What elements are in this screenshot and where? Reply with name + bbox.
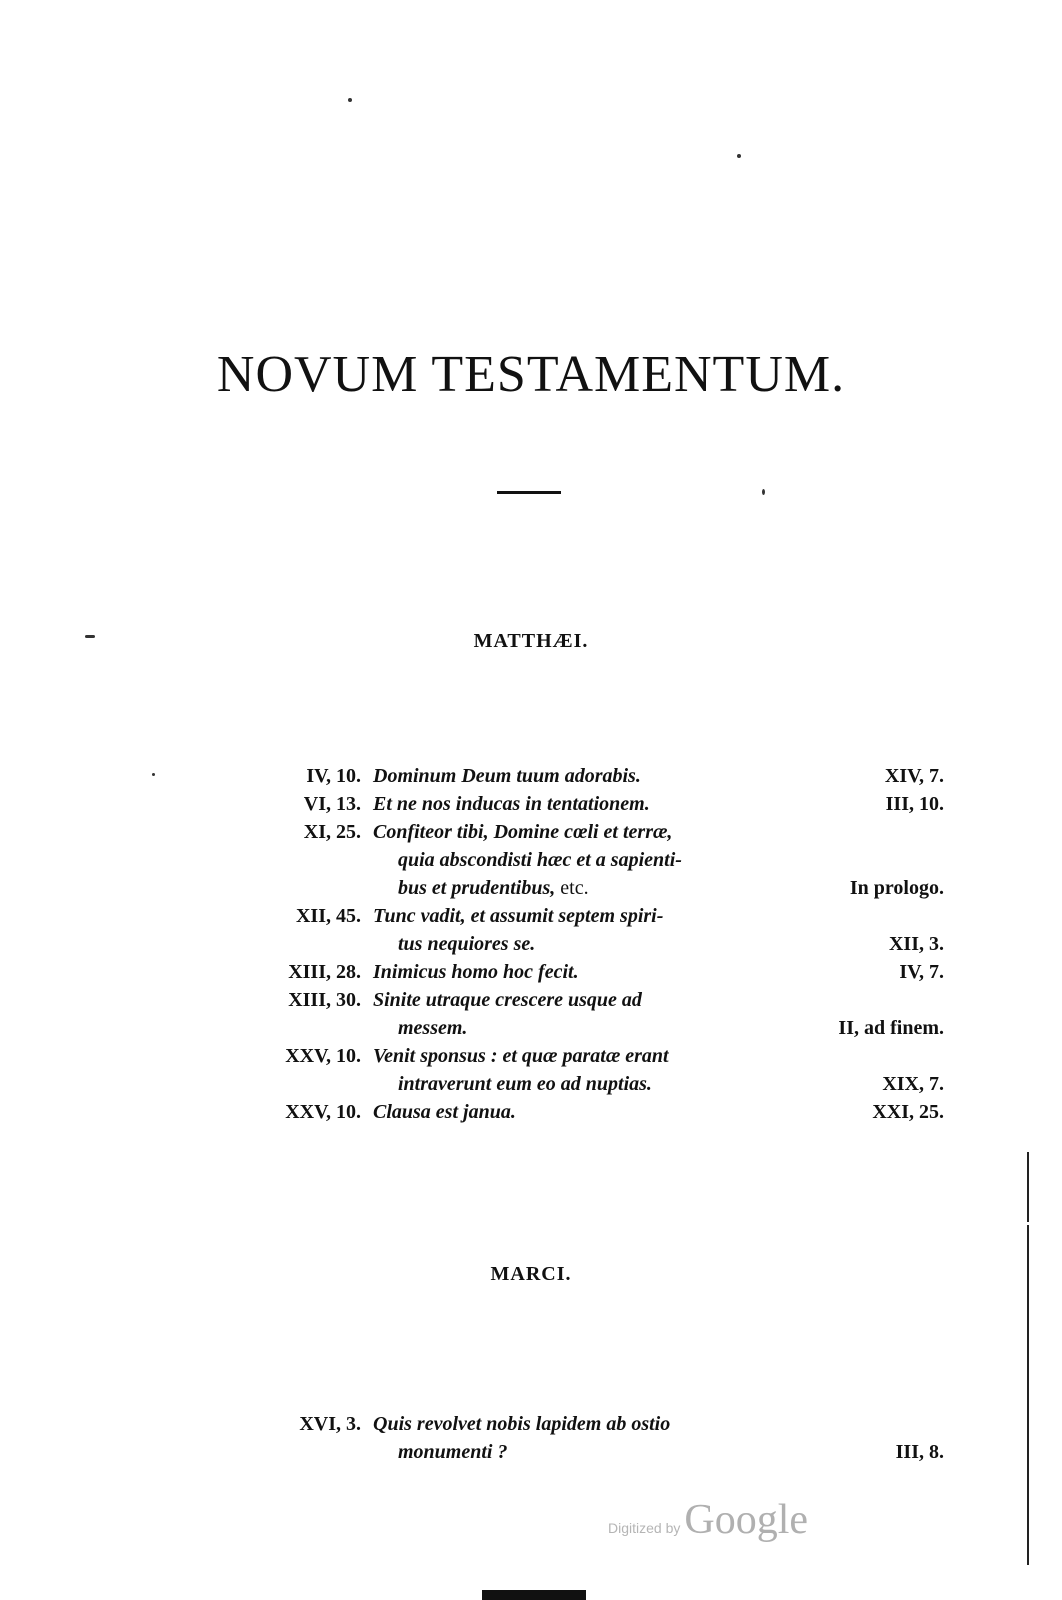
verse-quote: Et ne nos inducas in tentationem. [373,793,650,815]
cited-location: II, ad finem. [838,1017,944,1039]
list-item [0,902,1062,958]
verse-quote-text: bus et prudentibus, [398,877,556,899]
entry-line [0,818,1062,846]
verse-quote: Venit sponsus : et quæ paratæ erant [373,1045,669,1067]
verse-reference: XII, 45. [295,905,361,927]
entry-line [0,846,1062,874]
entry-line [0,1410,1062,1438]
verse-reference: IV, 10. [306,765,361,787]
list-item [0,790,1062,818]
verse-reference: XIII, 30. [288,989,361,1011]
verse-reference: VI, 13. [303,793,361,815]
list-item [0,1098,1062,1126]
google-logo: Google [684,1497,809,1543]
entry-line [0,930,1062,958]
verse-quote: Sinite utraque crescere usque ad [373,989,642,1011]
verse-reference: XXV, 10. [285,1045,361,1067]
digitized-watermark [608,1496,808,1546]
marci-entries [0,1410,1062,1466]
cited-location: XXI, 25. [872,1101,944,1123]
scan-speck [348,98,352,102]
cited-location: III, 10. [885,793,944,815]
verse-reference: XVI, 3. [299,1413,361,1435]
verse-quote: monumenti ? [398,1441,508,1463]
section-heading-marci: MARCI. [490,1263,572,1285]
verse-quote: Clausa est janua. [373,1101,516,1123]
list-item [0,958,1062,986]
entry-line [0,986,1062,1014]
entry-line [0,958,1062,986]
cited-location: IV, 7. [899,961,944,983]
verse-reference: XXV, 10. [285,1101,361,1123]
cited-location: III, 8. [895,1441,944,1463]
verse-quote: intraverunt eum eo ad nuptias. [398,1073,652,1095]
list-item [0,1410,1062,1466]
list-item [0,986,1062,1042]
verse-quote: Inimicus homo hoc fecit. [373,961,579,983]
list-item [0,1042,1062,1098]
list-item [0,762,1062,790]
entry-line [0,762,1062,790]
binding-edge-line [1027,1152,1029,1222]
verse-quote: Confiteor tibi, Domine cœli et terræ, [373,821,673,843]
verse-quote: Dominum Deum tuum adorabis. [373,765,641,787]
verse-quote: Quis revolvet nobis lapidem ab ostio [373,1413,671,1435]
scan-speck [762,489,765,495]
entry-line [0,1098,1062,1126]
page-bottom-bar [482,1590,586,1600]
entry-line [0,1014,1062,1042]
entry-line [0,1438,1062,1466]
list-item [0,818,1062,902]
entry-line [0,1070,1062,1098]
cited-location: XIX, 7. [882,1073,944,1095]
cited-location: XIV, 7. [884,765,944,787]
page-title: NOVUM TESTAMENTUM. [216,346,846,403]
entry-line [0,874,1062,902]
matthaei-entries [0,762,1062,1126]
verse-reference: XIII, 28. [288,961,361,983]
scan-speck [737,154,741,158]
verse-quote: Tunc vadit, et assumit septem spiri- [373,905,664,927]
title-rule [497,491,561,494]
cited-location: XII, 3. [888,933,944,955]
etc-abbrev: etc. [560,877,589,899]
cited-location: In prologo. [849,877,944,899]
verse-quote: tus nequiores se. [398,933,536,955]
entry-line [0,790,1062,818]
verse-quote: messem. [398,1017,468,1039]
verse-reference: XI, 25. [303,821,361,843]
verse-quote: quia abscondisti hæc et a sapienti- [398,849,682,871]
binding-edge-line [1027,1225,1029,1565]
entry-line [0,1042,1062,1070]
verse-quote [398,874,768,902]
watermark-prefix: Digitized by [608,1520,681,1536]
section-heading-matthaei: MATTHÆI. [473,630,589,652]
entry-line [0,902,1062,930]
